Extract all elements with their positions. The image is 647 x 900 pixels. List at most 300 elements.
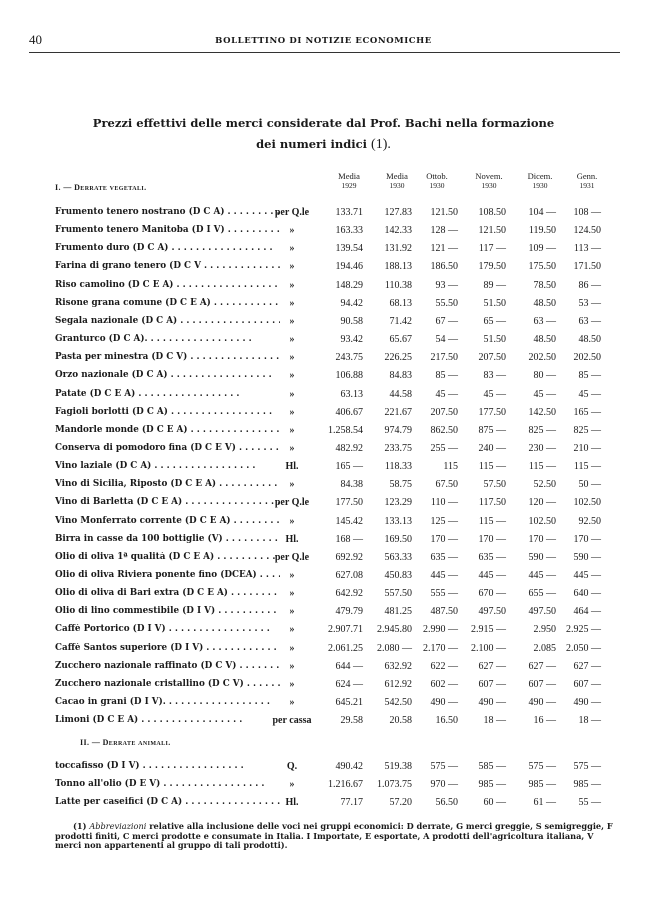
column-header [515,172,565,190]
price-cell: 29.58 [340,715,363,727]
price-cell: 113 — [573,243,601,255]
price-cell: 18 — [578,715,601,727]
price-cell: 94.42 [340,297,363,309]
price-cell: 131.92 [384,243,412,255]
price-cell: 80 — [533,370,556,382]
table-row [0,643,647,659]
price-cell: 207.50 [430,406,458,418]
price-cell: 102.50 [528,515,556,527]
price-cell: 170 — [528,533,556,545]
price-cell: 56.50 [435,797,458,809]
table-row [0,606,647,622]
unit-cell: » [289,334,295,346]
price-cell: 61 — [533,797,556,809]
unit-cell: » [289,315,295,327]
commodity-label: Olio di oliva Riviera ponente fino (DCEA) . . [55,570,280,580]
price-cell: 210 — [573,442,601,454]
unit-cell: » [289,515,295,527]
table-row [0,425,647,441]
price-cell: 67 — [435,315,458,327]
table-row [0,552,647,568]
unit-cell: » [289,388,295,400]
price-cell: 985 — [478,779,506,791]
price-cell: 970 — [430,779,458,791]
price-cell: 627 — [478,660,506,672]
table-row [0,207,647,223]
commodity-label: Olio di lino commestibile (D I V) . . [55,606,280,616]
price-cell: 497.50 [528,606,556,618]
price-cell: 45 — [578,388,601,400]
price-cell: 2.925 — [566,624,601,636]
price-cell: 163.33 [335,225,363,237]
price-cell: 635 — [430,551,458,563]
price-cell: 63 — [533,315,556,327]
table-row [0,624,647,640]
footnote-text: relative alla inclusione delle voci nei gruppi economici: D derrate, G merci greggie, S semigreggie, F prodotti finiti, C merci prodotte e consumate in Italia. I Importate, E esportate, A prodotti dell'agricoltura italiana, V merci non appartenenti al gruppo di tali prodotti). [55,821,613,850]
footnote-italic: Abbreviazioni [89,821,147,831]
column-header-label: Genn. [576,171,598,181]
price-cell: 128 — [430,225,458,237]
price-cell: 2.907.71 [328,624,363,636]
price-cell: 207.50 [478,352,506,364]
table-row [0,534,647,550]
price-cell: 490 — [478,697,506,709]
commodity-label: Vino di Barletta (D C E A) . . [55,497,280,507]
commodity-label: Granturco (D C A). . . [55,334,280,344]
commodity-label: Conserva di pomodoro fina (D C E V) . . [55,443,280,453]
price-cell: 627 — [528,660,556,672]
price-cell: 188.13 [384,261,412,273]
price-cell: 63.13 [340,388,363,400]
price-cell: 115 [443,461,458,473]
commodity-label: Orzo nazionale (D C A) . . [55,370,280,380]
price-cell: 575 — [430,761,458,772]
price-cell: 202.50 [573,352,601,364]
unit-cell: Hl. [285,461,299,473]
price-cell: 60 — [483,797,506,809]
unit-cell: per Q.le [274,551,310,563]
price-cell: 542.50 [384,697,412,709]
price-cell: 85 — [435,370,458,382]
table-row [0,225,647,241]
price-cell: 644 — [335,660,363,672]
price-cell: 108 — [573,207,601,218]
price-cell: 139.54 [335,243,363,255]
price-cell: 632.92 [384,660,412,672]
price-cell: 233.75 [384,442,412,454]
unit-cell: Q. [286,761,298,772]
price-cell: 563.33 [384,551,412,563]
price-cell: 44.58 [389,388,412,400]
commodity-label: Fagioli borlotti (D C A) . . [55,407,280,417]
commodity-label: Frumento duro (D C A) . . [55,243,280,253]
price-cell: 490.42 [335,761,363,772]
price-cell: 145.42 [335,515,363,527]
price-cell: 555 — [430,588,458,600]
column-header [324,172,374,190]
price-cell: 165 — [335,461,363,473]
price-cell: 481.25 [384,606,412,618]
table-row [0,570,647,586]
column-header-year: 1930 [389,181,405,190]
price-cell: 68.13 [389,297,412,309]
column-header-year: 1929 [341,181,357,190]
unit-cell: » [289,442,295,454]
commodity-label: Birra in casse da 100 bottiglie (V) . . [55,534,280,544]
table-row [0,280,647,296]
table-row [0,588,647,604]
price-cell: 1.258.54 [328,424,363,436]
price-cell: 479.79 [335,606,363,618]
price-cell: 194.46 [335,261,363,273]
price-cell: 45 — [533,388,556,400]
price-cell: 692.92 [335,551,363,563]
price-cell: 115 — [573,461,601,473]
unit-cell: » [289,624,295,636]
price-cell: 119.50 [528,225,556,237]
price-cell: 50 — [578,479,601,491]
table-row [0,479,647,495]
price-cell: 217.50 [430,352,458,364]
table-row [0,443,647,459]
unit-cell: per Q.le [274,207,310,218]
price-cell: 2.061.25 [328,642,363,654]
commodity-label: toccafisso (D I V) . . [55,761,280,771]
price-cell: 117.50 [478,497,506,509]
price-cell: 627 — [573,660,601,672]
price-cell: 445 — [573,570,601,581]
price-cell: 165 — [573,406,601,418]
unit-cell: » [289,588,295,600]
price-cell: 2.945.80 [377,624,412,636]
price-cell: 127.83 [384,207,412,218]
price-cell: 93.42 [340,334,363,346]
commodity-label: Vino laziale (D C A) . . [55,461,280,471]
price-cell: 226.25 [384,352,412,364]
commodity-label: Risone grana comune (D C E A) . . [55,298,280,308]
price-cell: 607 — [478,678,506,690]
price-cell: 640 — [573,588,601,600]
unit-cell: » [289,243,295,255]
price-cell: 490 — [528,697,556,709]
title-line-1: Prezzi effettivi delle merci considerate dal Prof. Bachi nella formazione [92,116,555,130]
price-cell: 108.50 [478,207,506,218]
section-heading: II. — Derrate animali. [80,738,171,747]
price-cell: 170 — [430,533,458,545]
price-cell: 48.50 [533,297,556,309]
price-cell: 77.17 [340,797,363,809]
price-cell: 148.29 [335,279,363,291]
unit-cell: Hl. [285,797,299,809]
page-number: 40 [29,32,42,47]
table-row [0,761,647,777]
table-row [0,461,647,477]
price-cell: 121.50 [430,207,458,218]
price-cell: 406.67 [335,406,363,418]
price-cell: 175.50 [528,261,556,273]
price-cell: 624 — [335,678,363,690]
price-cell: 2.100 — [471,642,506,654]
table-row [0,316,647,332]
price-cell: 974.79 [384,424,412,436]
price-cell: 670 — [478,588,506,600]
unit-cell: per cassa [272,715,312,727]
price-cell: 186.50 [430,261,458,273]
price-cell: 63 — [578,315,601,327]
footnote-mark: (1) [73,821,87,831]
price-cell: 464 — [573,606,601,618]
commodity-label: Caffè Santos superiore (D I V) . . [55,643,280,653]
table-row [0,715,647,731]
commodity-label: Zucchero nazionale cristallino (D C V) . . [55,679,280,689]
table-row [0,334,647,350]
unit-cell: » [289,406,295,418]
unit-cell: » [289,779,295,791]
price-cell: 84.83 [389,370,412,382]
commodity-label: Pasta per minestra (D C V) . . [55,352,280,362]
table-row [0,697,647,713]
price-cell: 2.990 — [423,624,458,636]
table-title [0,113,647,155]
price-cell: 170 — [573,533,601,545]
commodity-label: Riso camolino (D C E A) . . [55,280,280,290]
price-cell: 450.83 [384,570,412,581]
price-cell: 985 — [573,779,601,791]
price-cell: 445 — [528,570,556,581]
price-cell: 54 — [435,334,458,346]
price-cell: 590 — [573,551,601,563]
price-cell: 2.080 — [377,642,412,654]
commodity-label: Mandorle monde (D C E A) . . [55,425,280,435]
unit-cell: » [289,297,295,309]
column-header-label: Media [386,171,408,181]
price-cell: 78.50 [533,279,556,291]
column-header [412,172,462,190]
unit-cell: » [289,279,295,291]
unit-cell: » [289,660,295,672]
price-cell: 202.50 [528,352,556,364]
price-cell: 490 — [430,697,458,709]
price-cell: 230 — [528,442,556,454]
price-cell: 645.21 [335,697,363,709]
price-cell: 16 — [533,715,556,727]
price-cell: 48.50 [533,334,556,346]
commodity-label: Olio di oliva 1ª qualità (D C E A) . . [55,552,280,562]
price-cell: 71.42 [389,315,412,327]
table-row [0,389,647,405]
price-cell: 121.50 [478,225,506,237]
price-cell: 124.50 [573,225,601,237]
column-header-year: 1931 [579,181,595,190]
unit-cell: » [289,642,295,654]
price-cell: 243.75 [335,352,363,364]
title-line-2 [0,134,647,155]
commodity-label: Latte per caseifici (D C A) . . [55,797,280,807]
price-cell: 45 — [483,388,506,400]
unit-cell: » [289,261,295,273]
unit-cell: » [289,606,295,618]
price-cell: 110.38 [384,279,412,291]
price-cell: 607 — [573,678,601,690]
commodity-label: Farina di grano tenero (D C V . . [55,261,280,271]
price-cell: 590 — [528,551,556,563]
price-cell: 84.38 [340,479,363,491]
title-note-ref: (1). [371,137,391,152]
commodity-label: Tonno all'olio (D E V) . . [55,779,280,789]
price-cell: 65 — [483,315,506,327]
price-cell: 55 — [578,797,601,809]
price-cell: 168 — [335,533,363,545]
column-header-year: 1930 [429,181,445,190]
price-cell: 622 — [430,660,458,672]
unit-cell: » [289,352,295,364]
price-cell: 627.08 [335,570,363,581]
price-cell: 121 — [430,243,458,255]
price-cell: 575 — [573,761,601,772]
price-cell: 115 — [478,461,506,473]
header-rule [29,52,620,53]
price-cell: 171.50 [573,261,601,273]
unit-cell: » [289,678,295,690]
price-cell: 2.050 — [566,642,601,654]
unit-cell: » [289,424,295,436]
table-row [0,352,647,368]
commodity-label: Limoni (D C E A) . . [55,715,280,725]
price-cell: 642.92 [335,588,363,600]
price-cell: 115 — [528,461,556,473]
price-cell: 20.58 [389,715,412,727]
price-cell: 635 — [478,551,506,563]
price-cell: 2.085 [533,642,556,654]
price-cell: 55.50 [435,297,458,309]
commodity-label: Caffè Portorico (D I V) . . [55,624,280,634]
commodity-label: Frumento tenero nostrano (D C A) . . [55,207,280,217]
price-cell: 2.950 [533,624,556,636]
commodity-label: Olio di oliva di Bari extra (D C E A) . . [55,588,280,598]
table-row [0,243,647,259]
price-cell: 445 — [478,570,506,581]
price-cell: 482.92 [335,442,363,454]
price-cell: 575 — [528,761,556,772]
column-header [562,172,612,190]
price-cell: 85 — [578,370,601,382]
price-cell: 18 — [483,715,506,727]
price-cell: 117 — [478,243,506,255]
column-header-year: 1930 [481,181,497,190]
price-cell: 125 — [430,515,458,527]
price-cell: 67.50 [435,479,458,491]
price-cell: 255 — [430,442,458,454]
unit-cell: » [289,479,295,491]
price-cell: 90.58 [340,315,363,327]
title-line-2-text: dei numeri indici [256,137,368,151]
footnote [55,822,620,851]
price-cell: 92.50 [578,515,601,527]
price-cell: 109 — [528,243,556,255]
section-heading: I. — Derrate vegetali. [55,183,147,192]
commodity-label: Vino di Sicilia, Riposto (D C E A) . . [55,479,280,489]
price-cell: 612.92 [384,678,412,690]
price-cell: 825 — [528,424,556,436]
price-cell: 93 — [435,279,458,291]
price-cell: 133.71 [335,207,363,218]
price-cell: 57.50 [483,479,506,491]
price-cell: 133.13 [384,515,412,527]
column-header-label: Ottob. [426,171,448,181]
price-cell: 120 — [528,497,556,509]
price-cell: 65.67 [389,334,412,346]
price-cell: 170 — [478,533,506,545]
commodity-label: Cacao in grani (D I V). . . [55,697,280,707]
price-cell: 825 — [573,424,601,436]
price-cell: 490 — [573,697,601,709]
price-cell: 221.67 [384,406,412,418]
table-row [0,679,647,695]
price-cell: 985 — [528,779,556,791]
commodity-label: Vino Monferrato corrente (D C E A) . . [55,516,280,526]
price-cell: 487.50 [430,606,458,618]
price-cell: 875 — [478,424,506,436]
price-cell: 240 — [478,442,506,454]
price-cell: 1.216.67 [328,779,363,791]
price-cell: 16.50 [435,715,458,727]
price-cell: 110 — [430,497,458,509]
table-row [0,497,647,513]
price-cell: 115 — [478,515,506,527]
price-cell: 2.170 — [423,642,458,654]
running-head: BOLLETTINO DI NOTIZIE ECONOMICHE [215,36,432,46]
table-row [0,407,647,423]
price-cell: 48.50 [578,334,601,346]
price-cell: 607 — [528,678,556,690]
price-cell: 89 — [483,279,506,291]
price-cell: 862.50 [430,424,458,436]
price-cell: 497.50 [478,606,506,618]
price-cell: 102.50 [573,497,601,509]
price-cell: 51.50 [483,297,506,309]
price-cell: 45 — [435,388,458,400]
price-cell: 53 — [578,297,601,309]
table-row [0,661,647,677]
commodity-label: Frumento tenero Manitoba (D I V) . . [55,225,280,235]
price-cell: 602 — [430,678,458,690]
price-cell: 142.50 [528,406,556,418]
unit-cell: Hl. [285,533,299,545]
price-cell: 86 — [578,279,601,291]
unit-cell: per Q.le [274,497,310,509]
price-cell: 655 — [528,588,556,600]
table-row [0,779,647,795]
column-header-label: Media [338,171,360,181]
price-cell: 104 — [528,207,556,218]
price-cell: 2.915 — [471,624,506,636]
price-cell: 142.33 [384,225,412,237]
unit-cell: » [289,225,295,237]
unit-cell: » [289,570,295,581]
price-cell: 445 — [430,570,458,581]
column-header [464,172,514,190]
price-cell: 177.50 [335,497,363,509]
price-cell: 58.75 [389,479,412,491]
price-cell: 519.38 [384,761,412,772]
price-cell: 57.20 [389,797,412,809]
table-row [0,261,647,277]
commodity-label: Patate (D C E A) . . [55,389,280,399]
table-row [0,298,647,314]
column-header-year: 1930 [532,181,548,190]
table-row [0,797,647,813]
column-header-label: Novem. [475,171,503,181]
